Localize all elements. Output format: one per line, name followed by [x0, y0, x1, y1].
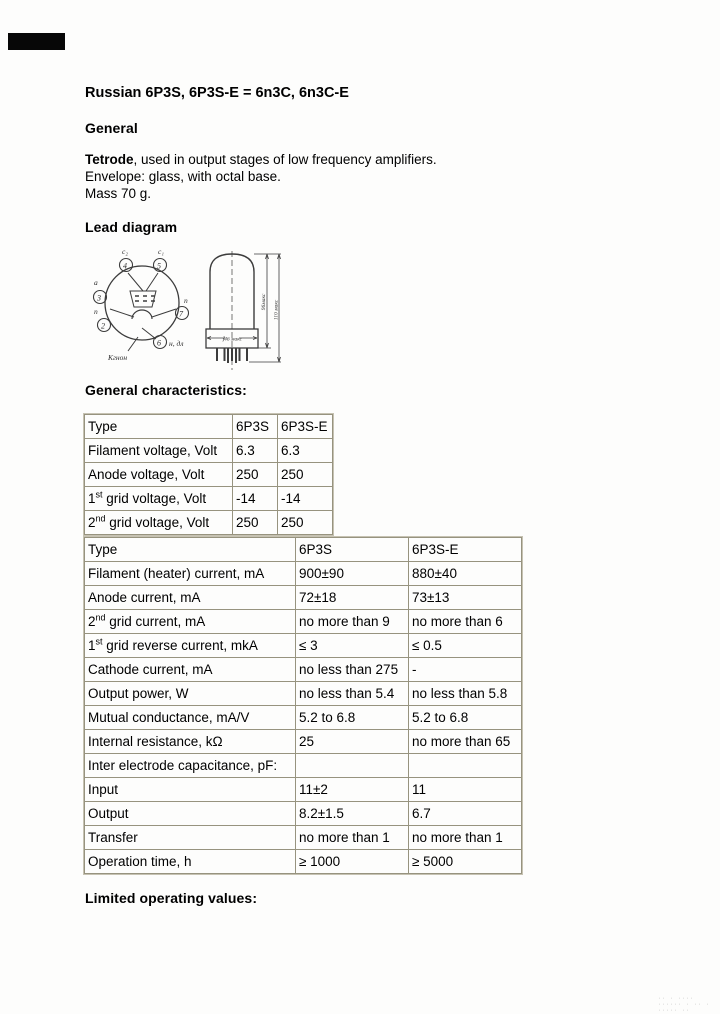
characteristics-table-1 [84, 414, 333, 535]
pin-label: a [94, 278, 98, 287]
pin-number: 7 [179, 309, 183, 319]
table-cell: no less than 5.8 [409, 682, 522, 706]
page-title: Russian 6P3S, 6P3S-E = 6n3C, 6n3C-E [85, 85, 349, 101]
table-cell: Operation time, h [85, 850, 296, 874]
table-row [85, 463, 333, 487]
characteristics-heading: General characteristics: [85, 382, 247, 398]
table-cell: Type [85, 538, 296, 562]
table-cell: no more than 9 [296, 610, 409, 634]
table-cell: 11±2 [296, 778, 409, 802]
table-cell: ≥ 1000 [296, 850, 409, 874]
glass-height-dimension-label: 96макс [261, 293, 267, 311]
table-row [85, 511, 333, 535]
tube-outline-image [197, 250, 287, 374]
general-paragraph [85, 151, 645, 202]
pin-label: н, дл [169, 339, 184, 348]
table-cell: Mutual conductance, mA/V [85, 706, 296, 730]
redaction-box [8, 33, 65, 50]
table-cell: 25 [296, 730, 409, 754]
table-row [85, 415, 333, 439]
table-cell: Filament (heater) current, mA [85, 562, 296, 586]
envelope-line: Envelope: glass, with octal base. [85, 169, 281, 184]
pin-label: п [94, 307, 98, 316]
table-cell: Output power, W [85, 682, 296, 706]
table-cell: 250 [278, 511, 333, 535]
table-cell: Anode voltage, Volt [85, 463, 233, 487]
table-cell: 11 [409, 778, 522, 802]
table-row [85, 562, 522, 586]
tetrode-word: Tetrode [85, 152, 134, 167]
table-cell: 72±18 [296, 586, 409, 610]
mass-line: Mass 70 g. [85, 186, 152, 201]
table-row [85, 850, 522, 874]
pin-label: c₁ [158, 247, 164, 256]
table-cell: 6P3S-E [409, 538, 522, 562]
pin-label: п [184, 296, 188, 305]
table-row [85, 730, 522, 754]
table-cell: ≥ 5000 [409, 850, 522, 874]
table-cell: no more than 1 [296, 826, 409, 850]
characteristics-table-1-body [85, 415, 333, 535]
pin-number: 5 [157, 261, 161, 271]
table-row [85, 802, 522, 826]
table-cell: 5.2 to 6.8 [296, 706, 409, 730]
diameter-dimension-label: ⁆46 макс [221, 336, 243, 343]
limited-values-heading: Limited operating values: [85, 890, 258, 906]
general-heading: General [85, 120, 138, 136]
table-cell: no more than 65 [409, 730, 522, 754]
table-cell: 250 [233, 511, 278, 535]
table-row [85, 658, 522, 682]
table-cell [409, 754, 522, 778]
tetrode-line [85, 151, 645, 168]
pin-number: 2 [101, 321, 105, 331]
table-cell: 8.2±1.5 [296, 802, 409, 826]
table-cell: -14 [278, 487, 333, 511]
table-cell: Type [85, 415, 233, 439]
table-cell: 250 [233, 463, 278, 487]
characteristics-table-2 [84, 537, 522, 874]
table-cell: Transfer [85, 826, 296, 850]
tetrode-rest: , used in output stages of low frequency amplifiers. [133, 152, 437, 167]
pin-label: c₂ [122, 247, 128, 256]
pin-number: 4 [123, 261, 127, 271]
pin-number: 6 [157, 338, 161, 348]
table-cell: 2nd grid current, mA [85, 610, 296, 634]
table-cell: Output [85, 802, 296, 826]
table-row [85, 754, 522, 778]
key-label: Кгнон [108, 353, 128, 362]
table-row [85, 487, 333, 511]
table-cell: 6P3S-E [278, 415, 333, 439]
table-cell: no less than 5.4 [296, 682, 409, 706]
table-cell: no more than 1 [409, 826, 522, 850]
table-cell: 6.7 [409, 802, 522, 826]
characteristics-table-2-body [85, 538, 522, 874]
table-row [85, 826, 522, 850]
table-row [85, 706, 522, 730]
pin-number: 3 [97, 293, 101, 303]
table-cell: 250 [278, 463, 333, 487]
table-cell: 1st grid voltage, Volt [85, 487, 233, 511]
table-row [85, 538, 522, 562]
table-row [85, 634, 522, 658]
table-cell: 6.3 [278, 439, 333, 463]
table-row [85, 439, 333, 463]
table-cell: Anode current, mA [85, 586, 296, 610]
table-cell: 1st grid reverse current, mkA [85, 634, 296, 658]
table-cell: Inter electrode capacitance, pF: [85, 754, 296, 778]
table-cell: 5.2 to 6.8 [409, 706, 522, 730]
pin-diagram-image [86, 247, 204, 369]
table-row [85, 610, 522, 634]
table-cell: Cathode current, mA [85, 658, 296, 682]
total-height-dimension-label: 110 макс [273, 299, 280, 321]
table-cell: 2nd grid voltage, Volt [85, 511, 233, 535]
table-cell [296, 754, 409, 778]
table-cell: no less than 275 [296, 658, 409, 682]
table-row [85, 682, 522, 706]
table-cell: -14 [233, 487, 278, 511]
table-cell: - [409, 658, 522, 682]
footer-fine-print: ·· · ···· ······ · ·· · ····· ·· [658, 996, 711, 1014]
table-cell: Internal resistance, kΩ [85, 730, 296, 754]
table-cell: ≤ 0.5 [409, 634, 522, 658]
table-cell: 6.3 [233, 439, 278, 463]
table-cell: Filament voltage, Volt [85, 439, 233, 463]
table-cell: Input [85, 778, 296, 802]
table-cell: ≤ 3 [296, 634, 409, 658]
table-cell: 900±90 [296, 562, 409, 586]
table-row [85, 586, 522, 610]
table-cell: 880±40 [409, 562, 522, 586]
table-cell: 6P3S [233, 415, 278, 439]
table-cell: no more than 6 [409, 610, 522, 634]
table-cell: 73±13 [409, 586, 522, 610]
lead-diagram-heading: Lead diagram [85, 219, 178, 235]
table-cell: 6P3S [296, 538, 409, 562]
table-row [85, 778, 522, 802]
